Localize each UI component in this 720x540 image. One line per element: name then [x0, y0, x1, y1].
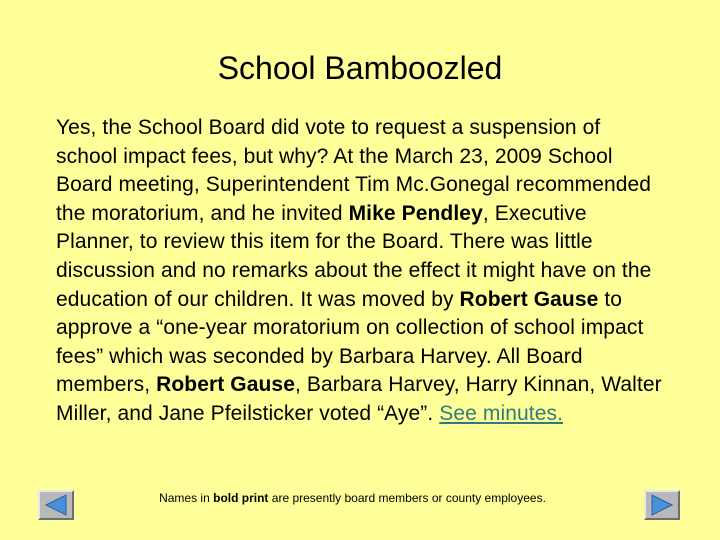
- name-robert-gause: Robert Gause: [156, 373, 295, 397]
- footnote-text: Names in: [159, 491, 214, 505]
- name-robert-gause: Robert Gause: [459, 287, 599, 311]
- paragraph-text: to approve a “one-year moratorium on collection of school impact fees” which was seconded by Barbara Harvey. All Board members,: [56, 287, 644, 397]
- paragraph-text: , Executive Planner, to review this item for the Board. There was little discussion and no remarks about the effect it might have on the education of our children. It was moved by: [56, 201, 652, 311]
- body-paragraph: [56, 114, 666, 429]
- paragraph-text: Yes, the School Board did vote to request a suspension of school impact fees, but why? At the March 23, 2009 School Board meeting, Superintendent Tim Mc.Gonegal recommended the moratorium, and he invited: [56, 116, 652, 225]
- left-triangle-icon: [40, 492, 72, 518]
- right-triangle-icon: [646, 492, 678, 518]
- footnote-bold: bold print: [213, 491, 269, 505]
- footnote-text: are presently board members or county employees.: [268, 491, 546, 505]
- slide-title: School Bamboozled: [217, 50, 503, 86]
- paragraph-text: , Barbara Harvey, Harry Kinnan, Walter Miller, and Jane Pfeilsticker voted “Aye”.: [56, 373, 662, 425]
- name-mike-pendley: Mike Pendley: [348, 201, 483, 225]
- previous-slide-button[interactable]: [38, 490, 74, 520]
- next-slide-button[interactable]: [644, 490, 680, 520]
- footnote: [0, 490, 705, 506]
- see-minutes-link[interactable]: See minutes.: [439, 401, 564, 425]
